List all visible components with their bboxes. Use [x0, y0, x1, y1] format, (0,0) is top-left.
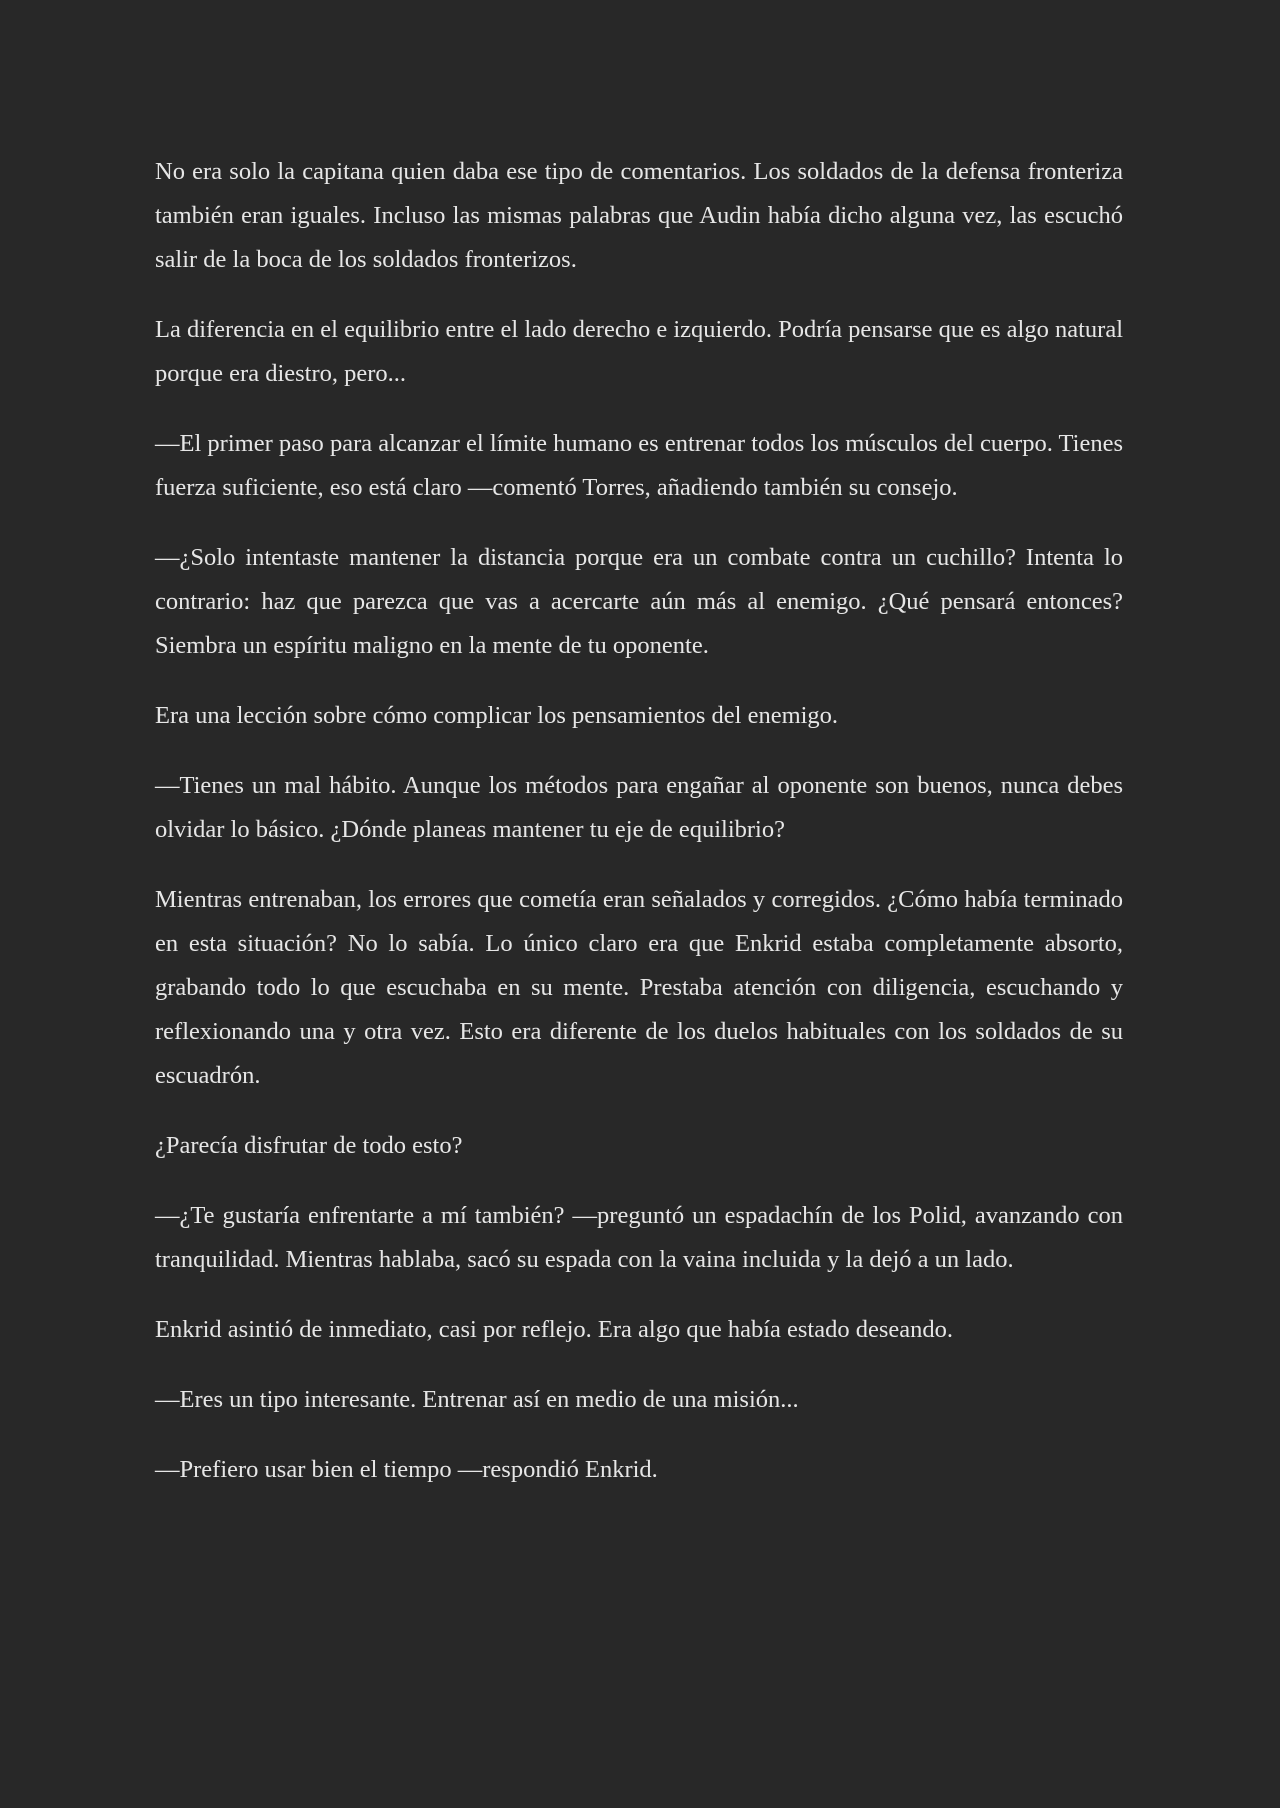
- paragraph-3: —El primer paso para alcanzar el límite humano es entrenar todos los músculos del cuerpo. Tienes fuerza suficiente, eso está claro —comentó Torres, añadiendo también su consejo.: [155, 430, 1123, 501]
- paragraph-4: —¿Solo intentaste mantener la distancia porque era un combate contra un cuchillo? Intenta lo contrario: haz que parezca que vas a acercarte aún más al enemigo. ¿Qué pensará entonces? Siembra un espíritu maligno en la mente de tu oponente.: [155, 544, 1123, 659]
- paragraph-5: Era una lección sobre cómo complicar los pensamientos del enemigo.: [155, 702, 839, 729]
- paragraph-9: —¿Te gustaría enfrentarte a mí también? —preguntó un espadachín de los Polid, avanzando con tranquilidad. Mientras hablaba, sacó su espada con la vaina incluida y la dejó a un lado.: [155, 1202, 1123, 1273]
- paragraph-12: —Prefiero usar bien el tiempo —respondió Enkrid.: [155, 1456, 658, 1483]
- paragraph-7: Mientras entrenaban, los errores que cometía eran señalados y corregidos. ¿Cómo había terminado en esta situación? No lo sabía. Lo único claro era que Enkrid estaba completamente absorto, grabando todo lo que escuchaba en su mente. Prestaba atención con diligencia, escuchando y reflexionando una y otra vez. Esto era diferente de los duelos habituales con los soldados de su escuadrón.: [155, 886, 1123, 1089]
- paragraph-8: ¿Parecía disfrutar de todo esto?: [155, 1132, 463, 1159]
- paragraph-10: Enkrid asintió de inmediato, casi por reflejo. Era algo que había estado deseando.: [155, 1316, 954, 1343]
- paragraph-2: La diferencia en el equilibrio entre el lado derecho e izquierdo. Podría pensarse que es algo natural porque era diestro, pero...: [155, 316, 1124, 387]
- reading-page: [155, 150, 1123, 1518]
- paragraph-11: —Eres un tipo interesante. Entrenar así en medio de una misión...: [155, 1386, 799, 1413]
- paragraph-6: —Tienes un mal hábito. Aunque los métodos para engañar al oponente son buenos, nunca debes olvidar lo básico. ¿Dónde planeas mantener tu eje de equilibrio?: [155, 772, 1123, 843]
- paragraph-1: No era solo la capitana quien daba ese tipo de comentarios. Los soldados de la defensa fronteriza también eran iguales. Incluso las mismas palabras que Audin había dicho alguna vez, las escuchó salir de la boca de los soldados fronterizos.: [155, 158, 1123, 273]
